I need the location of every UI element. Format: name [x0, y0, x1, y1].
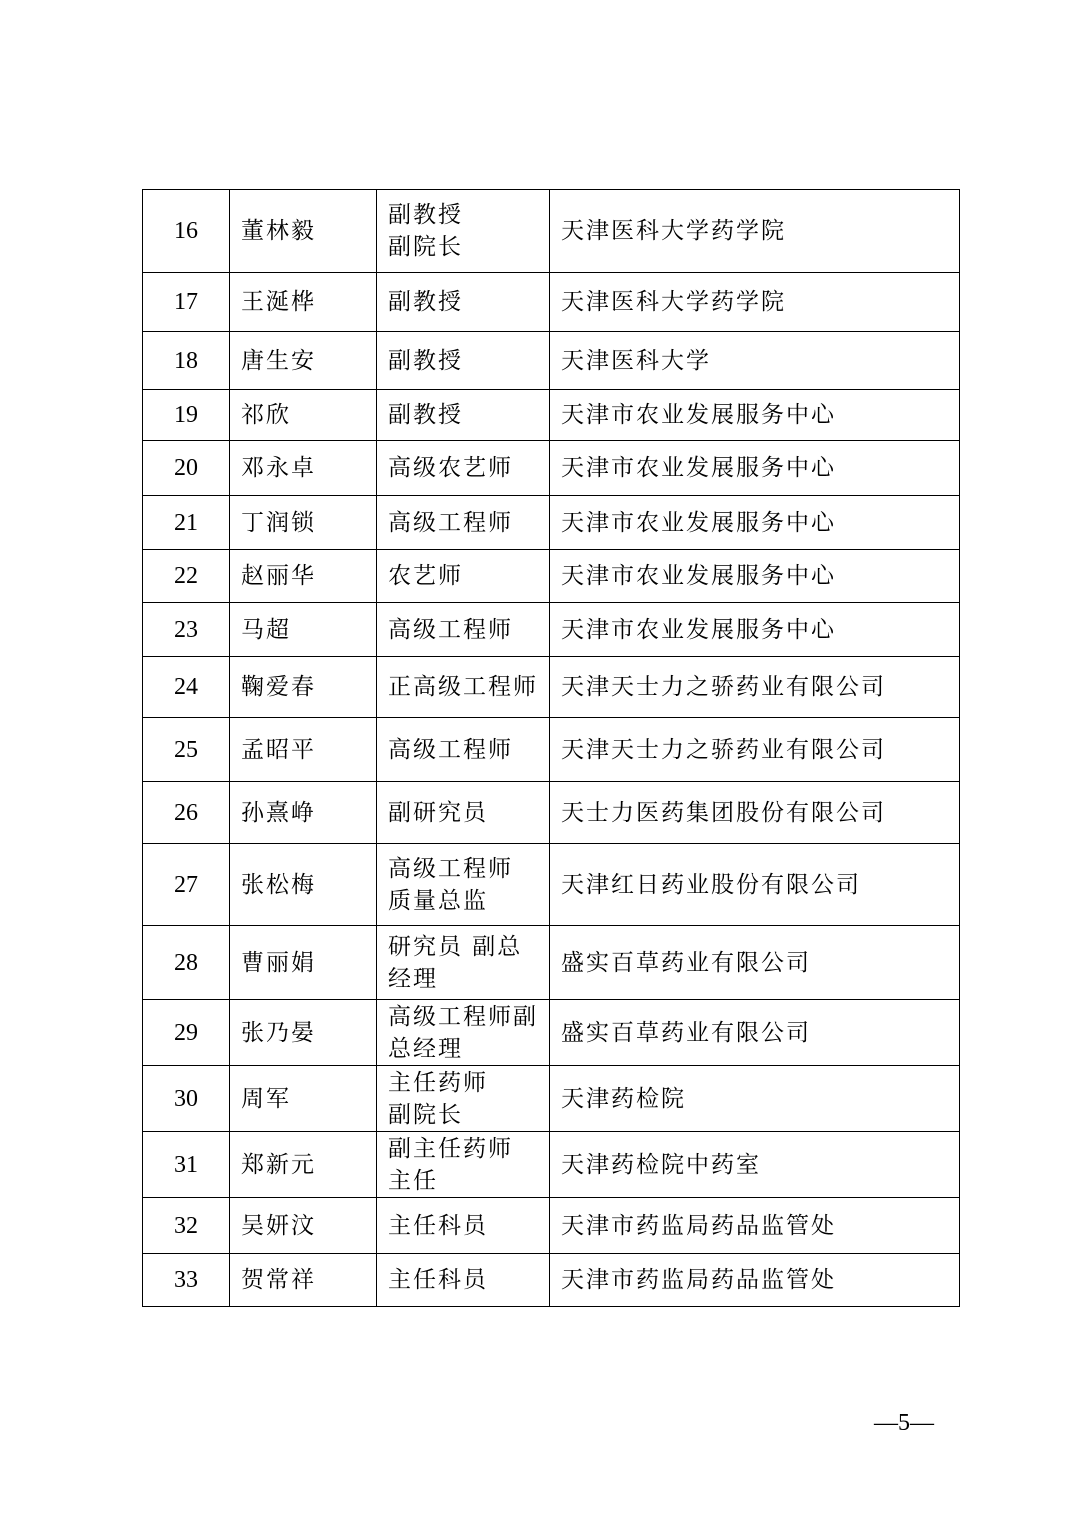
job-title [377, 190, 550, 273]
job-title [377, 1000, 550, 1066]
job-title-line: 副院长 [388, 1101, 463, 1128]
table-row [143, 782, 960, 844]
organization: 天津市农业发展服务中心 [550, 441, 960, 496]
table-row [143, 390, 960, 441]
table-row [143, 718, 960, 782]
roster-body [143, 190, 960, 1307]
job-title [377, 1132, 550, 1198]
person-name: 孙熹峥 [230, 782, 377, 844]
person-name: 祁欣 [230, 390, 377, 441]
organization: 天津天士力之骄药业有限公司 [550, 718, 960, 782]
organization: 盛实百草药业有限公司 [550, 1000, 960, 1066]
row-number: 33 [143, 1254, 230, 1307]
job-title-line: 研究员 副总 [388, 933, 523, 960]
table-row [143, 550, 960, 603]
organization: 天津医科大学药学院 [550, 190, 960, 273]
person-name: 唐生安 [230, 332, 377, 390]
job-title [377, 496, 550, 550]
organization: 天津医科大学药学院 [550, 273, 960, 332]
table-row [143, 657, 960, 718]
row-number: 26 [143, 782, 230, 844]
row-number: 30 [143, 1066, 230, 1132]
job-title [377, 657, 550, 718]
job-title-line: 高级工程师副 [388, 1003, 538, 1030]
job-title [377, 782, 550, 844]
row-number: 29 [143, 1000, 230, 1066]
table-row [143, 1000, 960, 1066]
job-title-line: 副教授 [388, 202, 463, 228]
job-title-line: 副教授 [388, 402, 463, 428]
table-row [143, 273, 960, 332]
organization: 天津药检院中药室 [550, 1132, 960, 1198]
job-title-line: 副研究员 [388, 799, 488, 826]
job-title [377, 1198, 550, 1254]
job-title-line: 副院长 [388, 234, 463, 260]
person-name: 鞠爱春 [230, 657, 377, 718]
job-title-line: 高级工程师 [388, 616, 513, 643]
table-row [143, 1066, 960, 1132]
job-title [377, 390, 550, 441]
row-number: 20 [143, 441, 230, 496]
organization: 天津市农业发展服务中心 [550, 550, 960, 603]
organization: 天津市药监局药品监管处 [550, 1198, 960, 1254]
row-number: 28 [143, 926, 230, 1000]
row-number: 24 [143, 657, 230, 718]
person-name: 孟昭平 [230, 718, 377, 782]
job-title-line: 副主任药师 [388, 1135, 513, 1162]
table-row [143, 332, 960, 390]
job-title-line: 主任药师 [388, 1069, 488, 1096]
person-name: 丁润锁 [230, 496, 377, 550]
person-name: 邓永卓 [230, 441, 377, 496]
row-number: 31 [143, 1132, 230, 1198]
person-name: 赵丽华 [230, 550, 377, 603]
job-title-line: 高级工程师 [388, 509, 513, 536]
row-number: 17 [143, 273, 230, 332]
row-number: 32 [143, 1198, 230, 1254]
person-name: 周军 [230, 1066, 377, 1132]
row-number: 19 [143, 390, 230, 441]
person-name: 郑新元 [230, 1132, 377, 1198]
row-number: 23 [143, 603, 230, 657]
organization: 天士力医药集团股份有限公司 [550, 782, 960, 844]
person-name: 曹丽娟 [230, 926, 377, 1000]
job-title [377, 273, 550, 332]
job-title-line: 农艺师 [388, 563, 463, 589]
person-name: 贺常祥 [230, 1254, 377, 1307]
table-row [143, 844, 960, 926]
organization: 盛实百草药业有限公司 [550, 926, 960, 1000]
row-number: 16 [143, 190, 230, 273]
job-title-line: 高级工程师 [388, 855, 513, 882]
person-name: 王涎桦 [230, 273, 377, 332]
job-title [377, 844, 550, 926]
person-name: 马超 [230, 603, 377, 657]
job-title [377, 550, 550, 603]
person-name: 吴妍汶 [230, 1198, 377, 1254]
organization: 天津药检院 [550, 1066, 960, 1132]
page-number: —5— [874, 1410, 934, 1436]
row-number: 25 [143, 718, 230, 782]
person-name: 张乃晏 [230, 1000, 377, 1066]
expert-roster-table [142, 189, 960, 1307]
organization: 天津市农业发展服务中心 [550, 390, 960, 441]
row-number: 22 [143, 550, 230, 603]
job-title [377, 603, 550, 657]
job-title [377, 1254, 550, 1307]
row-number: 18 [143, 332, 230, 390]
organization: 天津市农业发展服务中心 [550, 496, 960, 550]
job-title-line: 高级工程师 [388, 736, 513, 763]
person-name: 张松梅 [230, 844, 377, 926]
organization: 天津医科大学 [550, 332, 960, 390]
job-title-line: 副教授 [388, 289, 463, 315]
table-row [143, 441, 960, 496]
job-title-line: 主任 [388, 1167, 438, 1194]
table-row [143, 1198, 960, 1254]
table-row [143, 496, 960, 550]
person-name: 董林毅 [230, 190, 377, 273]
job-title-line: 质量总监 [388, 887, 488, 914]
table-row [143, 1132, 960, 1198]
job-title-line: 高级农艺师 [388, 455, 513, 481]
job-title [377, 1066, 550, 1132]
organization: 天津市农业发展服务中心 [550, 603, 960, 657]
job-title-line: 主任科员 [388, 1267, 488, 1293]
job-title [377, 718, 550, 782]
table-row [143, 1254, 960, 1307]
job-title-line: 经理 [388, 965, 438, 992]
organization: 天津天士力之骄药业有限公司 [550, 657, 960, 718]
organization: 天津市药监局药品监管处 [550, 1254, 960, 1307]
row-number: 27 [143, 844, 230, 926]
table-row [143, 190, 960, 273]
job-title [377, 926, 550, 1000]
row-number: 21 [143, 496, 230, 550]
job-title-line: 副教授 [388, 347, 463, 374]
organization: 天津红日药业股份有限公司 [550, 844, 960, 926]
table-row [143, 603, 960, 657]
job-title [377, 441, 550, 496]
job-title [377, 332, 550, 390]
job-title-line: 主任科员 [388, 1212, 488, 1239]
table-row [143, 926, 960, 1000]
job-title-line: 正高级工程师 [388, 674, 538, 700]
job-title-line: 总经理 [388, 1035, 463, 1062]
